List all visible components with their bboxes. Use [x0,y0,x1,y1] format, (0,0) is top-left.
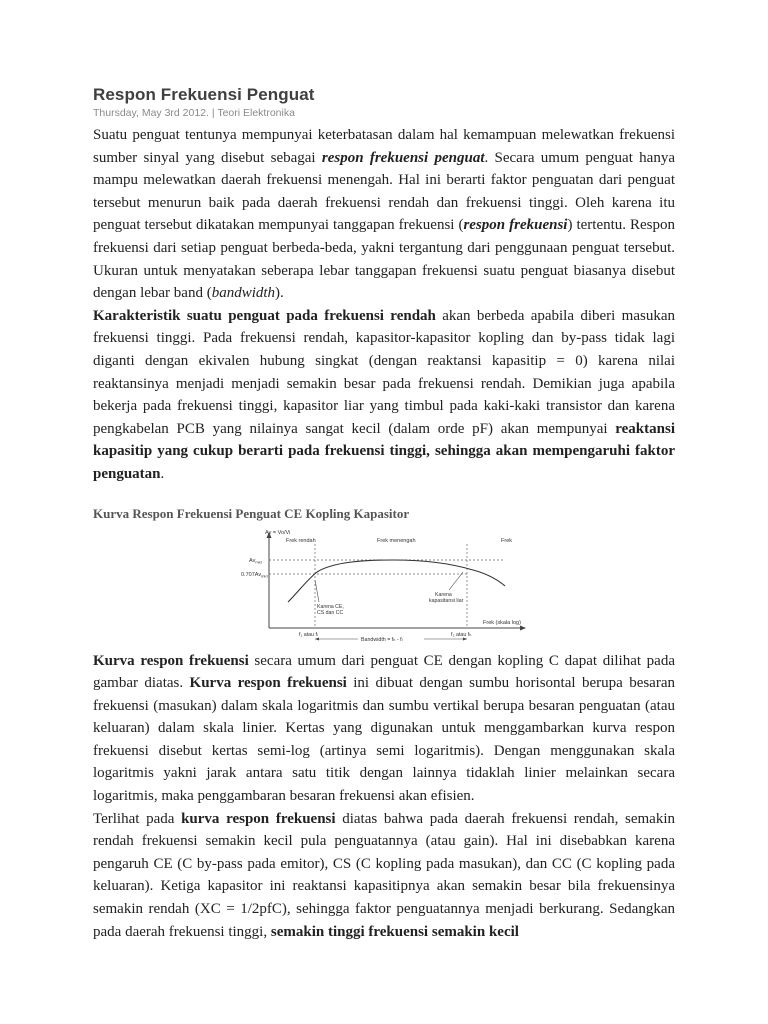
f1-label: f₁ atau fₗ [299,631,318,638]
region-low-label: Frek rendah [286,537,316,544]
paragraph-low-frequency [93,808,675,944]
text: ini dibuat dengan sumbu horisontal berupa besaran frekuensi (masukan) dalam skala logaritmis dan sumbu vertikal berupa besaran penguatan (atau keluaran) dalam skala linier. Kertas yang digunakan untuk menggambarkan kurva respon frekuensi disebut kertas semi-log (artinya semi logaritmis). Dengan menggunakan skala logaritmis yakni jarak antara satu titik dengan lainnya tidaklah linier melainkan secara logaritmis, maka penggambaran besaran frekuensi akan efisien. [93,675,675,805]
bold-text: Karakteristik suatu penguat pada frekuensi rendah [93,307,436,324]
note-high-line1: Karena [435,591,452,598]
y-axis-label: Av = Vo/Vi [265,529,291,536]
text: ). [275,285,284,302]
note-low-arrow [315,580,319,602]
note-high-arrow [449,572,463,590]
text: . Secara umum penguat hanya mampu melewatkan daerah frekuensi menengah. Hal ini berarti faktor penguatan dari penguat tersebut menurun baik pada daerah frekuensi rendah dan frekuensi tinggi. Oleh karena itu penguat tersebut dikatakan mempunyai tanggapan frekuensi ( [93,149,675,234]
paragraph-curve [93,650,675,808]
av707-label [241,572,268,579]
x-axis-arrow-icon [520,625,526,630]
region-high-label: Frek [501,537,512,544]
frequency-response-diagram [93,522,675,644]
region-mid-label: Frek menengah [377,537,416,544]
avmid-subscript: mid [255,559,262,564]
bold-text: kurva respon frekuensi [181,810,336,827]
text: secara umum dari penguat CE dengan kopling C dapat dilihat pada gambar diatas. [93,652,675,692]
avmid-label [249,558,262,565]
text: ) tertentu. Respon frekuensi dari setiap penguat berbeda-beda, yakni tergantung dari penggunaan penguat tersebut. Ukuran untuk menyatakan seberapa lebar tanggapan frekuensi suatu penguat biasanya disebut dengan lebar band ( [93,217,675,302]
text: Terlihat pada [93,810,182,827]
text: Suatu penguat tentunya mempunyai keterbatasan dalam hal kemampuan melewatkan frekuensi sumber sinyal yang disebut sebagai [93,127,675,166]
f2-label: f₂ atau fₕ [451,631,472,638]
note-low-line1: Karena CE, [317,603,344,610]
text: akan berbeda apabila diberi masukan frekuensi tinggi. Pada frekuensi rendah, kapasitor-kapasitor kopling dan by-pass tidak lagi diganti dengan ekivalen hubung singkat (dengan reaktansi kapasitip = 0) karena nilai reaktansinya menjadi menjadi semakin besar pada frekuensi rendah. Demikian juga apabila bekerja pada frekuensi tinggi, kapasitor liar yang timbul pada kaki-kaki transistor dan karena pengkabelan PCB yang nilainya sangat kecil (dalam orde pF) akan mempunyai [93,307,676,437]
emphasis: bandwidth [211,285,276,302]
bold-text: reaktansi kapasitip yang cukup berarti pada frekuensi tinggi, sehingga akan mempengaruhi faktor penguatan [93,420,675,482]
av707-subscript: mid [261,573,268,578]
avmid-text: Av [249,557,256,564]
bold-text: semakin tinggi frekuensi semakin kecil [270,923,519,940]
bold-text: Kurva respon frekuensi [189,675,347,692]
article [93,84,675,943]
paragraph-characteristics [93,305,675,486]
text: . [160,465,165,482]
bold-text: Kurva respon frekuensi [93,652,249,669]
emphasis: respon frekuensi [463,217,568,234]
note-high-line2: kapasitansi liar [429,597,464,604]
figure-caption: Kurva Respon Frekuensi Penguat CE Kopling Kapasitor [93,505,410,521]
response-curve [288,560,505,602]
frequency-response-figure [93,522,675,644]
text: diatas bahwa pada daerah frekuensi rendah, semakin rendah frekuensi semakin kecil pula penguatannya (atau gain). Hal ini disebabkan karena pengaruh CE (C by-pass pada emitor), CS (C kopling pada masukan), dan CC (C kopling pada keluaran). Ketiga kapasitor ini reaktansi kapasitipnya akan semakin besar bila frekuensinya semakin rendah (XC = 1/2pfC), sehingga faktor penguatannya menjadi berkurang. Sedangkan pada daerah frekuensi tinggi, [93,810,676,940]
bandwidth-label: Bandwidth = fₕ - fₗ [361,636,403,643]
article-title: Respon Frekuensi Penguat [93,85,315,104]
x-axis-label: Frek (skala log) [483,619,521,626]
paragraph-intro [93,124,675,305]
article-meta: Thursday, May 3rd 2012. | Teori Elektronika [93,107,295,119]
note-low-line2: CS dan CC [317,609,344,616]
av707-text: 0.707Av [241,571,262,578]
emphasis: respon frekuensi penguat [321,149,485,166]
